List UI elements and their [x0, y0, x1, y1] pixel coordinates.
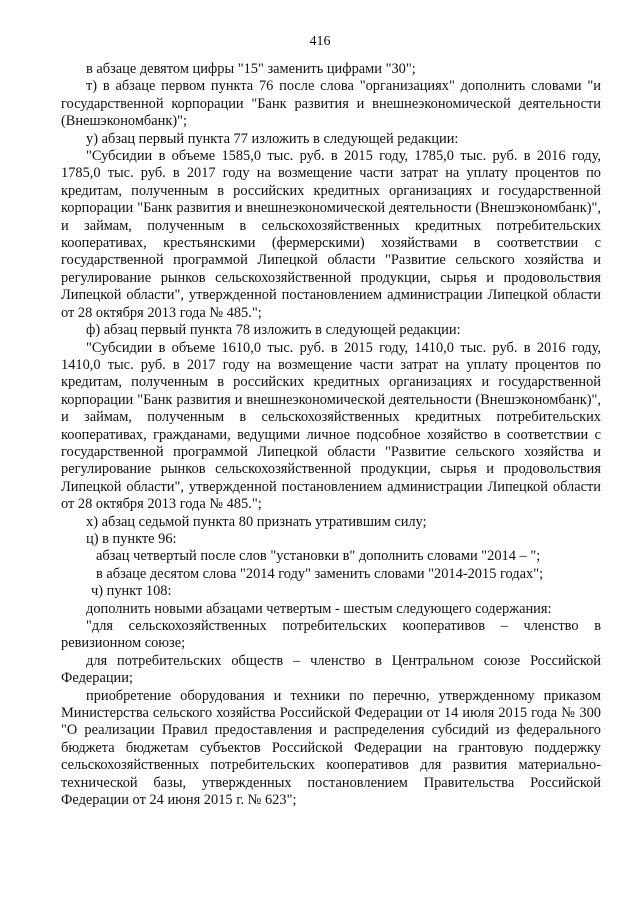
paragraph: х) абзац седьмой пункта 80 признать утратившим силу;: [86, 513, 427, 530]
page-number: 416: [309, 34, 331, 49]
paragraph: для потребительских обществ – членство в Центральном союзе Российской Федерации;: [61, 652, 601, 687]
paragraph: ф) абзац первый пункта 78 изложить в следующей редакции:: [86, 322, 461, 339]
paragraph: ч) пункт 108:: [91, 583, 172, 600]
paragraph: абзац четвертый после слов "установки в" дополнить словами "2014 – ";: [96, 548, 541, 565]
paragraph: ц) в пункте 96:: [86, 530, 177, 547]
paragraph: в абзаце десятом слова "2014 году" заменить словами "2014-2015 годах";: [96, 565, 544, 582]
paragraph: дополнить новыми абзацами четвертым - шестым следующего содержания:: [86, 600, 552, 617]
paragraph: у) абзац первый пункта 77 изложить в следующей редакции:: [86, 130, 459, 147]
paragraph: "для сельскохозяйственных потребительских кооперативов – членство в ревизионном союзе;: [61, 618, 601, 652]
paragraph: т) в абзаце первом пункта 76 после слова "организациях" дополнить словами "и государственной корпорации "Банк развития и внешнеэкономической деятельности (Внешэкономбанк)";: [61, 78, 601, 130]
paragraph: приобретение оборудования и техники по перечню, утвержденному приказом Министерства сельского хозяйства Российской Федерации от 14 июля 2015 года № 300 "О реализации Правил предоставления и распределения субсидий из федерального бюджета бюджетам субъектов Российской Федерации на грантовую поддержку сельскохозяйственных потребительских кооперативов для развития материально-технической базы, утвержденных постановлением Правительства Российской Федерации от 24 июня 2015 г. № 623";: [61, 687, 601, 809]
document-body: [61, 61, 601, 809]
paragraph: "Субсидии в объеме 1585,0 тыс. руб. в 2015 году, 1785,0 тыс. руб. в 2016 году, 1785,0 тыс. руб. в 2017 году на возмещение части затрат на уплату процентов по кредитам, полученным в российских кредитных организациях и государственной корпорации "Банк развития и внешнеэкономической деятельности (Внешэкономбанк)", и займам, полученным в сельскохозяйственных кредитных потребительских кооперативах, крестьянскими (фермерскими) хозяйствами в соответствии с государственной программой Липецкой области "Развитие сельского хозяйства и регулирование рынков сельскохозяйственной продукции, сырья и продовольствия Липецкой области", утвержденной постановлением администрации Липецкой области от 28 октября 2013 года № 485.";: [61, 148, 601, 321]
paragraph: в абзаце девятом цифры "15" заменить цифрами "30";: [86, 61, 416, 77]
paragraph: "Субсидии в объеме 1610,0 тыс. руб. в 2015 году, 1410,0 тыс. руб. в 2016 году, 1410,0 тыс. руб. в 2017 году на возмещение части затрат на уплату процентов по кредитам, полученным в российских кредитных организациях и государственной корпорации "Банк развития и внешнеэкономической деятельности (Внешэкономбанк)", и займам, полученным в сельскохозяйственных кредитных потребительских кооперативах, гражданами, ведущими личное подсобное хозяйство в соответствии с государственной программой Липецкой области "Развитие сельского хозяйства и регулирование рынков сельскохозяйственной продукции, сырья и продовольствия Липецкой области", утвержденной постановлением администрации Липецкой области от 28 октября 2013 года № 485.";: [61, 339, 601, 513]
